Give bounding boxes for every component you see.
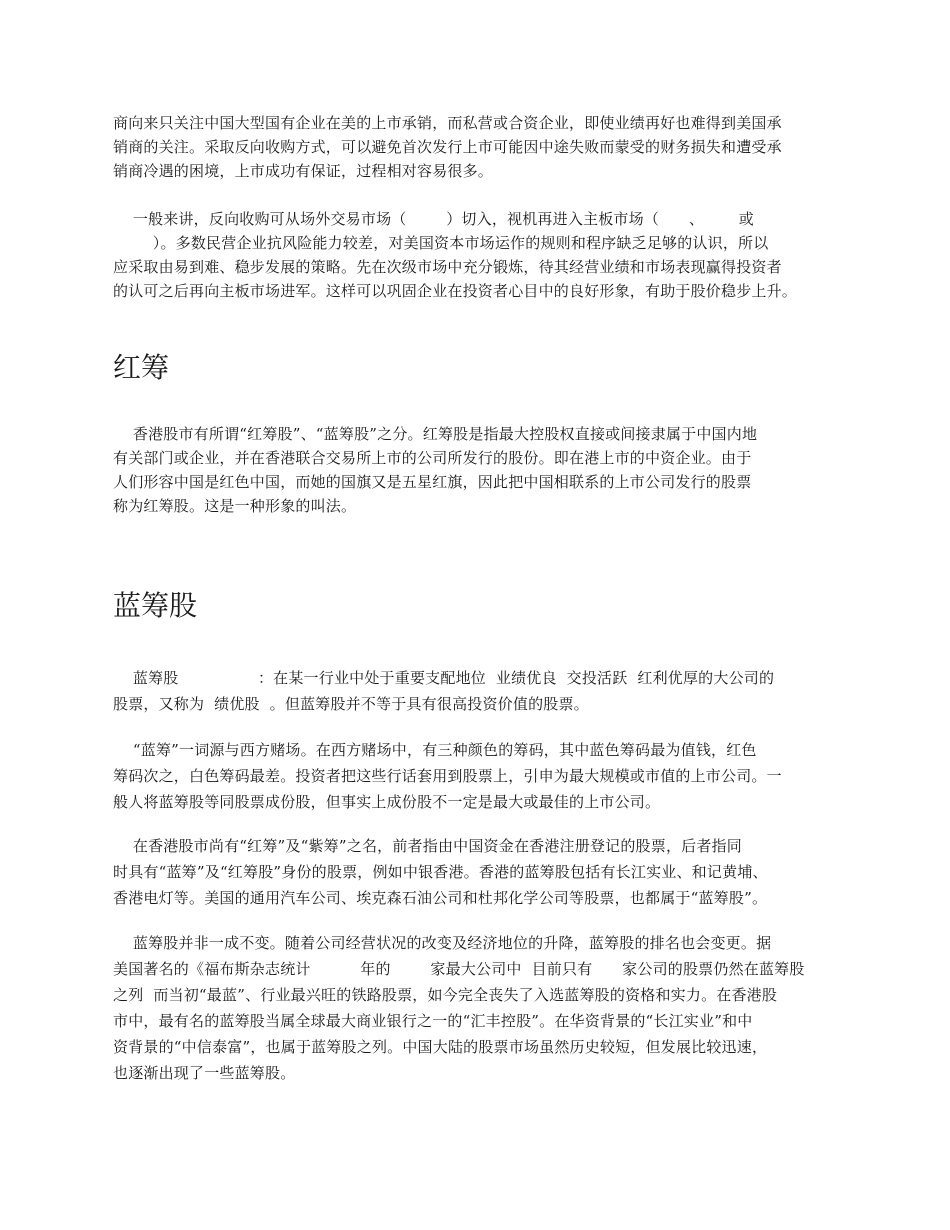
section-heading-bluechip: 蓝筹股 [113, 589, 198, 622]
paragraph-line: 筹码次之，白色筹码最差。投资者把这些行话套用到股票上，引申为最大规模或市值的上市公司。一 [113, 767, 782, 785]
paragraph-line: 也逐渐出现了一些蓝筹股。 [113, 1064, 296, 1082]
paragraph-line: 美国著名的《福布斯杂志统计 年的 家最大公司中 目前只有 家公司的股票仍然在蓝筹股 [113, 960, 805, 978]
paragraph-line: 资背景的“中信泰富”，也属于蓝筹股之列。中国大陆的股票市场虽然历史较短，但发展比较迅速， [113, 1038, 768, 1056]
paragraph-line: 之列 而当初“最蓝”、行业最兴旺的铁路股票，如今完全丧失了入选蓝筹股的资格和实力。在香港股 [113, 986, 778, 1004]
paragraph-line: 香港股市有所谓“红筹股”、“蓝筹股”之分。红筹股是指最大控股权直接或间接隶属于中国内地 [113, 425, 758, 443]
section-heading-redchip: 红筹 [113, 351, 170, 384]
paragraph-line: 时具有“蓝筹”及“红筹股”身份的股票，例如中银香港。香港的蓝筹股包括有长江实业、和记黄埔、 [113, 863, 768, 881]
paragraph-line: 在香港股市尚有“红筹”及“紫筹”之名，前者指由中国资金在香港注册登记的股票，后者指同 [113, 837, 742, 855]
paragraph-line: 称为红筹股。这是一种形象的叫法。 [113, 497, 357, 515]
paragraph-line: 商向来只关注中国大型国有企业在美的上市承销，而私营或合资企业，即使业绩再好也难得到美国承 [113, 114, 782, 132]
paragraph-line: 蓝筹股 ：在某一行业中处于重要支配地位 业绩优良 交投活跃 红利优厚的大公司的 [113, 669, 775, 687]
paragraph-line: 蓝筹股并非一成不变。随着公司经营状况的改变及经济地位的升降，蓝筹股的排名也会变更。据 [113, 934, 772, 952]
paragraph-line: 香港电灯等。美国的通用汽车公司、埃克森石油公司和杜邦化学公司等股票，也都属于“蓝筹股”。 [113, 889, 768, 907]
paragraph-line: 一般来讲，反向收购可从场外交易市场（ ）切入，视机再进入主板市场（ 、 或 [113, 210, 755, 228]
paragraph-line: 应采取由易到难、稳步发展的策略。先在次级市场中充分锻炼，待其经营业绩和市场表现赢得投资者 [113, 258, 782, 276]
paragraph-line: 市中，最有名的蓝筹股当属全球最大商业银行之一的“汇丰控股”。在华资背景的“长江实业”和中 [113, 1012, 753, 1030]
paragraph-line: ）。多数民营企业抗风险能力较差，对美国资本市场运作的规则和程序缺乏足够的认识，所以 [113, 234, 769, 252]
paragraph-line: 有关部门或企业，并在香港联合交易所上市的公司所发行的股份。即在港上市的中资企业。由于 [113, 449, 752, 467]
paragraph-line: 般人将蓝筹股等同股票成份股，但事实上成份股不一定是最大或最佳的上市公司。 [113, 793, 661, 811]
paragraph-line: 人们形容中国是红色中国，而她的国旗又是五星红旗，因此把中国相联系的上市公司发行的股票 [113, 473, 752, 491]
paragraph-line: 销商的关注。采取反向收购方式，可以避免首次发行上市可能因中途失败而蒙受的财务损失和遭受承 [113, 138, 782, 156]
paragraph-line: “蓝筹”一词源与西方赌场。在西方赌场中，有三种颜色的筹码，其中蓝色筹码最为值钱，红色 [113, 741, 757, 759]
paragraph-line: 的认可之后再向主板市场进军。这样可以巩固企业在投资者心目中的良好形象，有助于股价稳步上升。 [113, 282, 798, 300]
paragraph-line: 销商冷遇的困境，上市成功有保证，过程相对容易很多。 [113, 162, 494, 180]
paragraph-line: 股票，又称为 绩优股 。但蓝筹股并不等于具有很高投资价值的股票。 [113, 695, 589, 713]
